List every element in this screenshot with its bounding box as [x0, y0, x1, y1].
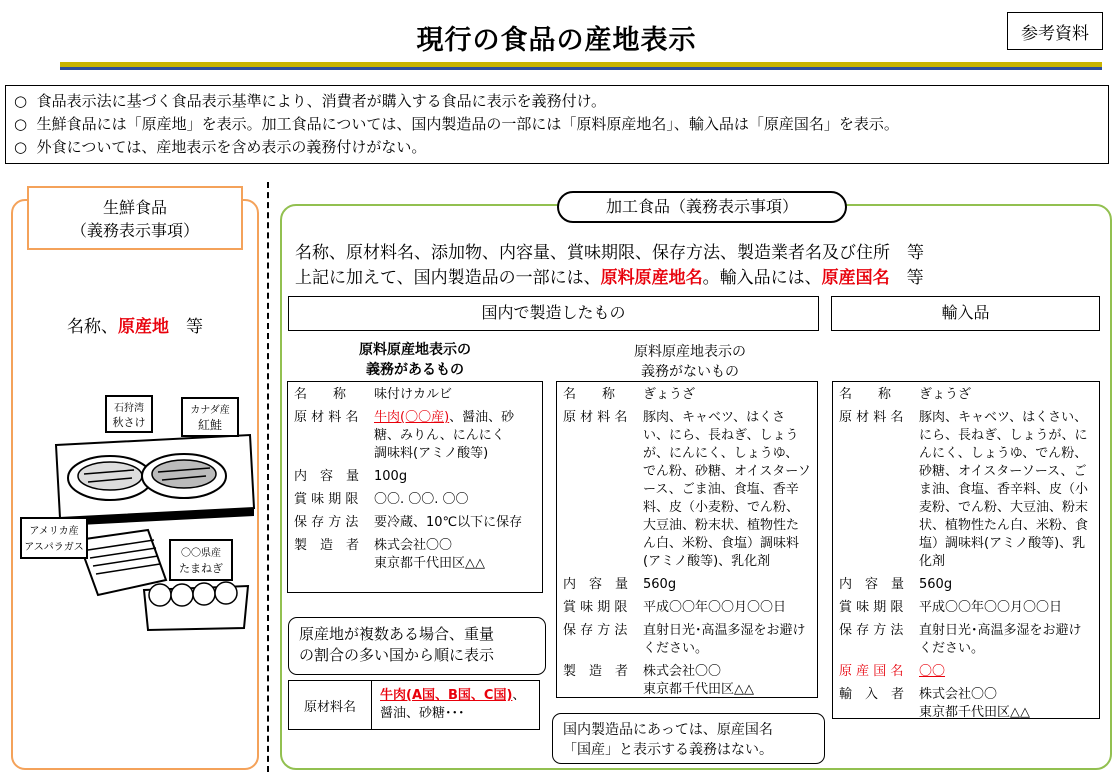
- caption-line: 原料原産地表示の: [634, 344, 746, 360]
- onion-basket: [144, 540, 248, 630]
- reference-badge: 参考資料: [1007, 12, 1103, 50]
- label-key: 保 存 方 法: [563, 623, 628, 638]
- import-header: 輸入品: [831, 296, 1100, 331]
- svg-text:カナダ産: カナダ産: [190, 405, 230, 416]
- label-value: 株式会社〇〇: [374, 538, 453, 553]
- label-row: [294, 491, 536, 509]
- caption-line: 義務があるもの: [366, 362, 464, 378]
- label-row: [294, 555, 536, 573]
- summary-text: 外食については、産地表示を含め表示の義務付けがない。: [36, 138, 427, 156]
- label-value: ぎょうざ: [643, 387, 696, 402]
- note-line: 原産地が複数ある場合、重量: [299, 625, 495, 643]
- origin-country-value: 〇〇: [919, 664, 946, 679]
- salmon-pack: [68, 456, 152, 500]
- domestic-header: 国内で製造したもの: [288, 296, 819, 331]
- fresh-food-heading: [27, 186, 243, 250]
- note-line: 国内製造品にあっては、原産国名: [563, 722, 773, 738]
- label-value: 直射日光･高温多湿をお避けください。: [919, 623, 1082, 656]
- bullet-circle-icon: ○: [14, 138, 28, 156]
- fresh-required-items: [11, 312, 259, 337]
- label-key: 賞 味 期 限: [839, 600, 904, 615]
- fresh-items-highlight: 原産地: [118, 317, 169, 337]
- svg-text:アメリカ産: アメリカ産: [29, 526, 79, 537]
- line2-text: 上記に加えて、国内製造品の一部には、: [295, 268, 601, 288]
- label-value: [372, 687, 525, 723]
- label-key: 内 容 量: [563, 577, 629, 592]
- label-row: [294, 409, 536, 463]
- label-value: ぎょうざ: [919, 387, 972, 402]
- label-value: 東京都千代田区△△: [919, 705, 1030, 720]
- label-key: 保 存 方 法: [294, 515, 359, 530]
- label-row: [294, 386, 536, 404]
- label-value: 調味料(アミノ酸等): [374, 446, 489, 461]
- label-value: 東京都千代田区△△: [374, 556, 485, 571]
- fresh-produce-illustration: [18, 390, 258, 650]
- label-key: 製 造 者: [294, 538, 360, 553]
- origin-highlight: 牛肉(A国、B国、C国): [380, 688, 513, 703]
- label-value: 、醤油、砂糖、みりん、にんにく: [374, 410, 515, 443]
- label-origin-required: [287, 381, 543, 593]
- label-key: 原 材 料 名: [563, 410, 628, 425]
- summary-text: 生鮮食品には「原産地」を表示。加工食品については、国内製造品の一部には「原料原産地名」、輸入品は「原産国名」を表示。: [36, 115, 899, 133]
- salmon-price-tag: [106, 396, 152, 432]
- label-value: 平成〇〇年〇〇月〇〇日: [919, 600, 1063, 615]
- label-value: 100g: [374, 469, 408, 484]
- label-value: 平成〇〇年〇〇月〇〇日: [643, 600, 787, 615]
- label-row: [294, 514, 536, 532]
- note-domestic-products: [552, 713, 825, 764]
- processed-food-heading: 加工食品（義務表示事項）: [557, 191, 847, 223]
- asparagus-box: [21, 518, 166, 595]
- bullet-circle-icon: ○: [14, 115, 28, 133]
- bullet-circle-icon: ○: [14, 92, 28, 110]
- fresh-items-suffix: 等: [169, 317, 203, 337]
- label-multi-origin: [288, 680, 540, 730]
- label-key: 製 造 者: [563, 664, 629, 679]
- label-key: 原 材 料 名: [294, 410, 359, 425]
- line2-text: 。輸入品には、: [702, 268, 822, 288]
- label-key: 賞 味 期 限: [294, 492, 359, 507]
- note-line: 「国産」と表示する義務はない。: [563, 742, 773, 758]
- section-divider: [267, 182, 269, 772]
- label-key: 輸 入 者: [839, 687, 905, 702]
- label-value: 株式会社〇〇: [643, 664, 722, 679]
- line2-suffix: 等: [889, 268, 924, 288]
- summary-line: [14, 113, 1100, 136]
- label-key: 名 称: [294, 387, 347, 402]
- label-value: 株式会社〇〇: [919, 687, 998, 702]
- label-value: 要冷蔵、10℃以下に保存: [374, 515, 523, 530]
- label-key: 保 存 方 法: [839, 623, 904, 638]
- caption-notrequired: [575, 342, 805, 382]
- note-line: の割合の多い国から順に表示: [299, 646, 495, 664]
- label-value: 直射日光･高温多湿をお避けください。: [643, 623, 806, 656]
- summary-line: [14, 90, 1100, 113]
- svg-text:石狩湾: 石狩湾: [114, 403, 144, 414]
- label-value: 醤油、砂糖･･･: [380, 706, 465, 721]
- fresh-items-text: 名称、: [67, 317, 118, 337]
- label-key: 原材料名: [289, 681, 372, 729]
- caption-line: 義務がないもの: [641, 364, 739, 380]
- line2-highlight-origin: 原料原産地名: [600, 268, 703, 288]
- label-value: 〇〇. 〇〇. 〇〇: [374, 492, 469, 507]
- svg-text:〇〇県産: 〇〇県産: [181, 548, 221, 559]
- origin-country-key: 原 産 国 名: [839, 664, 904, 679]
- svg-text:たまねぎ: たまねぎ: [179, 562, 223, 575]
- caption-line: 原料原産地表示の: [359, 342, 471, 358]
- line2-highlight-country: 原産国名: [821, 268, 890, 288]
- svg-text:アスパラガス: アスパラガス: [24, 542, 84, 553]
- label-value: 、: [512, 688, 526, 703]
- label-value: 東京都千代田区△△: [643, 682, 754, 697]
- label-row: [294, 468, 536, 486]
- label-key: 内 容 量: [839, 577, 905, 592]
- beni-price-tag: [182, 398, 238, 436]
- label-value: 560g: [919, 577, 953, 592]
- label-key: 名 称: [563, 387, 616, 402]
- label-value: 豚肉、キャベツ、はくさい、にら、長ねぎ、しょうが、にんにく、しょうゆ、でん粉、砂糖、オイスターソース、ごま油、食塩、香辛料、皮（小麦粉、でん粉、大豆油、粉末状、植物性たん白、米粉、食塩）調味料(アミノ酸等)、乳化剤: [643, 410, 811, 569]
- label-key: 原 材 料 名: [839, 410, 904, 425]
- label-value: 560g: [643, 577, 677, 592]
- label-value: 豚肉、キャベツ、はくさい、にら、長ねぎ、しょうが、にんにく、しょうゆ、でん粉、砂糖、オイスターソース、ごま油、食塩、香辛料、皮（小麦粉、でん粉、大豆油、粉末状、植物性たん白、米粉、食塩）調味料(アミノ酸等)、乳化剤: [919, 410, 1089, 569]
- page-title: 現行の食品の産地表示: [416, 25, 697, 56]
- svg-text:紅鮭: 紅鮭: [197, 418, 223, 432]
- beni-salmon-pack: [142, 454, 226, 498]
- summary-box: [5, 85, 1109, 164]
- summary-text: 食品表示法に基づく食品表示基準により、消費者が購入する食品に表示を義務付け。: [36, 92, 607, 110]
- label-row: [294, 537, 536, 555]
- label-value: 味付けカルビ: [374, 387, 453, 402]
- fresh-title: 生鮮食品: [102, 198, 167, 217]
- label-origin-not-required: [556, 381, 818, 698]
- label-key: 名 称: [839, 387, 892, 402]
- label-key: 内 容 量: [294, 469, 360, 484]
- svg-text:秋さけ: 秋さけ: [112, 416, 146, 429]
- label-import: [832, 381, 1100, 719]
- processed-items-line2: [295, 263, 924, 288]
- fresh-subtitle: （義務表示事項）: [70, 221, 199, 240]
- label-key: 賞 味 期 限: [563, 600, 628, 615]
- note-multiple-origins: [288, 617, 546, 675]
- caption-required: [300, 340, 530, 380]
- title-rule-blue: [60, 67, 1102, 70]
- summary-line: [14, 136, 1100, 159]
- processed-items-line1: 名称、原材料名、添加物、内容量、賞味期限、保存方法、製造業者名及び住所 等: [295, 243, 924, 263]
- origin-highlight: 牛肉(〇〇産): [374, 410, 450, 425]
